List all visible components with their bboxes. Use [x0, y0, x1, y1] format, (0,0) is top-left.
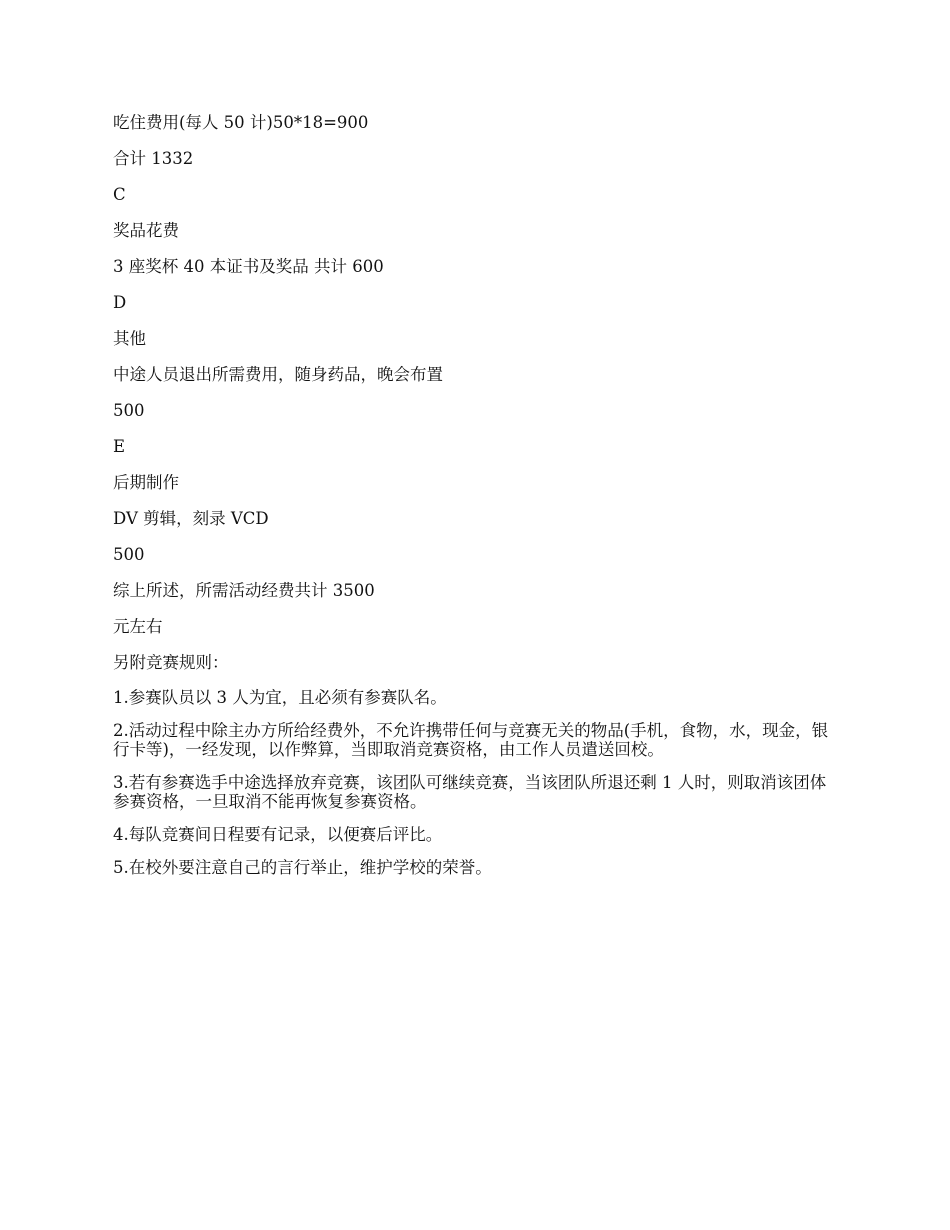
text-line-post-production-cost: 500 — [113, 545, 145, 564]
section-label-d: D — [113, 293, 127, 312]
text-line-other-cost: 500 — [113, 401, 145, 420]
section-title-prizes: 奖品花费 — [113, 221, 179, 240]
text-line-subtotal: 合计 1332 — [113, 149, 194, 168]
text-line-total-suffix: 元左右 — [113, 617, 163, 636]
section-label-c: C — [113, 185, 126, 204]
section-title-other: 其他 — [113, 329, 146, 348]
section-label-e: E — [113, 437, 126, 456]
rule-item-2: 2.活动过程中除主办方所给经费外，不允许携带任何与竞赛无关的物品(手机，食物，水，现金，银行卡等)，一经发现，以作弊算，当即取消竞赛资格，由工作人员遣送回校。 — [113, 721, 829, 759]
rule-item-1: 1.参赛队员以 3 人为宜，且必须有参赛队名。 — [113, 688, 447, 707]
text-line-post-production-items: DV 剪辑，刻录 VCD — [113, 509, 269, 528]
text-line-food-lodging: 吃住费用(每人 50 计)50*18=900 — [113, 113, 369, 132]
text-line-other-items: 中途人员退出所需费用，随身药品，晚会布置 — [113, 365, 443, 384]
rule-item-3: 3.若有参赛选手中途选择放弃竞赛，该团队可继续竞赛，当该团队所退还剩 1 人时，则取消该团体参赛资格，一旦取消不能再恢复参赛资格。 — [113, 773, 827, 811]
document-body — [113, 112, 837, 891]
rule-item-4: 4.每队竞赛间日程要有记录，以便赛后评比。 — [113, 825, 443, 844]
text-line-total: 综上所述，所需活动经费共计 3500 — [113, 581, 375, 600]
text-line-prizes-cost: 3 座奖杯 40 本证书及奖品 共计 600 — [113, 257, 384, 276]
section-title-post-production: 后期制作 — [113, 473, 179, 492]
rules-heading: 另附竞赛规则： — [113, 653, 229, 672]
rule-item-5: 5.在校外要注意自己的言行举止，维护学校的荣誉。 — [113, 858, 492, 877]
